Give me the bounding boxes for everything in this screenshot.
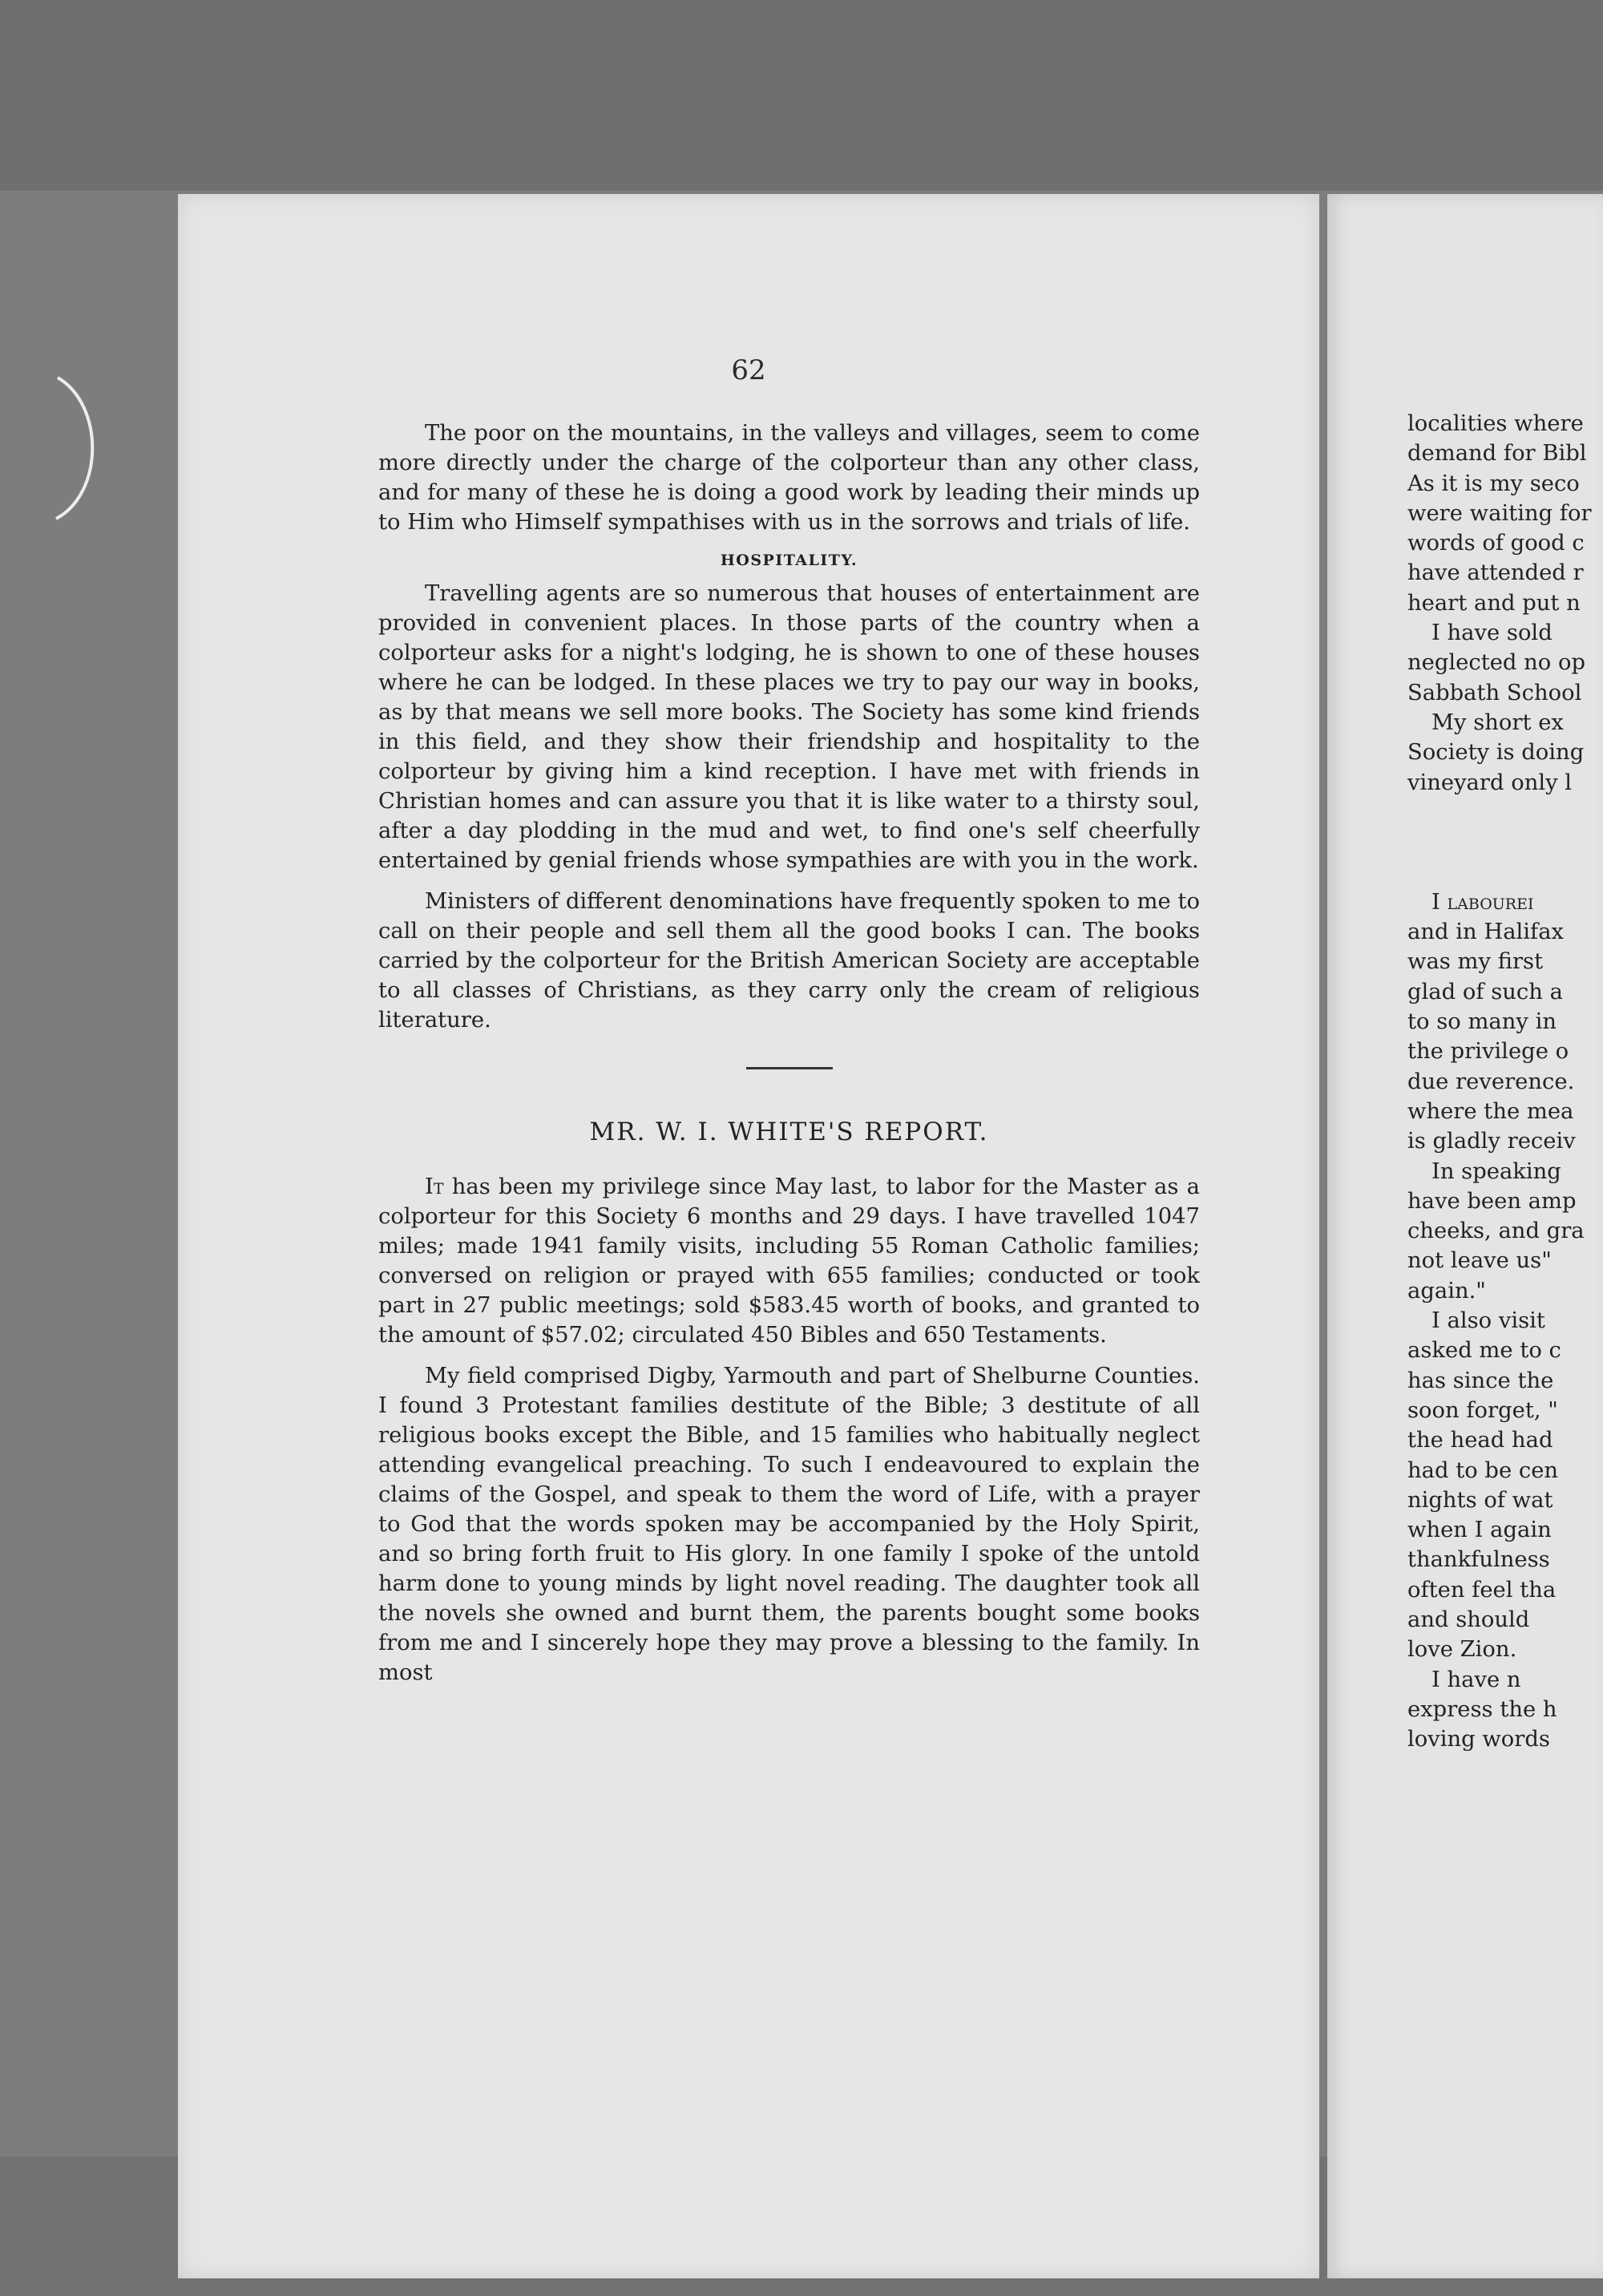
- text-line: demand for Bibl: [1407, 441, 1587, 467]
- text-line: [1407, 887, 1603, 917]
- text-line: heart and put n: [1407, 590, 1581, 616]
- text-line: I also visit: [1431, 1308, 1545, 1334]
- text-line: thankfulness: [1407, 1547, 1550, 1573]
- section-gap: [1407, 798, 1603, 887]
- text-line: express the h: [1407, 1696, 1557, 1722]
- margin-bracket-mark: [48, 373, 104, 525]
- page-number: 62: [731, 354, 766, 386]
- initial-i: I: [1431, 889, 1440, 915]
- text-line: where the mea: [1407, 1098, 1574, 1124]
- text-line: have been amp: [1407, 1188, 1577, 1214]
- left-page: [178, 194, 1319, 2278]
- paragraph-ministers: Ministers of different denominations have frequently spoken to me to call on their people and sell them all the good books I can. The books carried by the colporteur for the British American Society are acceptable to all classes of Christians, as they carry only the cream of religious literature.: [378, 889, 1200, 1033]
- paragraph-field: My field comprised Digby, Yarmouth and part of Shelburne Counties. I found 3 Protestant families destitute of the Bible; 3 destitute of all religious books except the Bible, and 15 families who habitually neglect attending evangelical preaching. To such I endeavoured to explain the claims of the Gospel, and speak to them the word of Life, with a prayer to God that the words spoken may be accompanied by the Holy Spirit, and so bring forth fruit to His glory. In one family I spoke of the untold harm done to young minds by light novel reading. The daughter took all the novels she owned and burnt them, the parents bought some books from me and I sincerely hope they may prove a blessing to the family. In most: [378, 1364, 1200, 1685]
- text-line: Sabbath School: [1407, 680, 1582, 705]
- text-line: soon forget, ": [1407, 1397, 1558, 1423]
- text-line: and in Halifax: [1407, 920, 1564, 945]
- right-block-b: [1407, 618, 1603, 708]
- right-block-a: [1407, 409, 1603, 618]
- scanner-background-top: [0, 0, 1603, 191]
- heading-hospitality: HOSPITALITY.: [720, 552, 858, 569]
- text-line: loving words: [1407, 1727, 1550, 1752]
- text-line: the head had: [1407, 1428, 1553, 1453]
- text-line: words of good c: [1407, 531, 1585, 556]
- text-line: asked me to c: [1407, 1338, 1561, 1364]
- text-line: neglected no op: [1407, 650, 1586, 676]
- text-line: the privilege o: [1407, 1039, 1569, 1065]
- right-block-c: [1407, 708, 1603, 798]
- text-line: love Zion.: [1407, 1637, 1517, 1663]
- paragraph-report-summary: [378, 1172, 1200, 1350]
- section-divider: [746, 1067, 833, 1069]
- right-block-d: [1407, 887, 1603, 1157]
- text-line: cheeks, and gra: [1407, 1219, 1585, 1244]
- text-line: had to be cen: [1407, 1457, 1559, 1483]
- text-line: again.": [1407, 1278, 1486, 1304]
- right-block-e: [1407, 1157, 1603, 1306]
- paragraph-mountains: The poor on the mountains, in the valleys and villages, seem to come more directly under the charge of the colporteur than any other class, and for many of these he is doing a good work by leading their minds up to Him who Himself sympathises with us in the sorrows and trials of life.: [378, 421, 1200, 535]
- text-line: not leave us": [1407, 1248, 1552, 1274]
- text-line: My short ex: [1431, 709, 1564, 735]
- text-line: nights of wat: [1407, 1487, 1553, 1513]
- text-line: and should: [1407, 1607, 1530, 1632]
- text-line: often feel tha: [1407, 1577, 1557, 1603]
- left-page-text: [378, 418, 1200, 1688]
- text-line: due reverence.: [1407, 1069, 1575, 1094]
- right-block-g: [1407, 1665, 1603, 1755]
- text-line: have attended r: [1407, 560, 1584, 586]
- text-line: glad of such a: [1407, 979, 1563, 1004]
- report-title: MR. W. I. WHITE'S REPORT.: [589, 1118, 989, 1146]
- text-line: were waiting for: [1407, 500, 1592, 526]
- text-line: As it is my seco: [1407, 471, 1580, 496]
- text-line: I have n: [1431, 1667, 1521, 1692]
- text-line: has since the: [1407, 1368, 1554, 1393]
- report-summary-text: has been my privilege since May last, to labor for the Master as a colporteur for this Society 6 months and 29 days. I have travelled 1047 miles; made 1941 family visits, including 55 Roman Catholic families; conversed on religion or prayed with 655 families; conducted or took part in 27 public meetings; sold $583.45 worth of books, and granted to the amount of $57.02; circulated 450 Bibles and 650 Testaments.: [378, 1174, 1200, 1348]
- right-block-f: [1407, 1306, 1603, 1665]
- text-line: localities where: [1407, 411, 1584, 436]
- text-line: Society is doing: [1407, 740, 1585, 766]
- right-page-text: [1407, 409, 1603, 1754]
- text-line: vineyard only l: [1407, 770, 1573, 795]
- text-line: was my first: [1407, 949, 1544, 975]
- text-line: is gladly receiv: [1407, 1129, 1576, 1154]
- right-page-fragment: [1327, 194, 1603, 2278]
- paragraph-travelling-agents: Travelling agents are so numerous that houses of entertainment are provided in convenient places. In those parts of the country when a colporteur asks for a night's lodging, he is shown to one of these houses where he can be lodged. In these places we try to pay our way in books, as by that means we sell more books. The Society has some kind friends in this field, and they show their friendship and hospitality to the colporteur by giving him a kind reception. I have met with friends in Christian homes and can assure you that it is like water to a thirsty soul, after a day plodding in the mud and wet, to find one's self cheerfully entertained by genial friends whose sympathies are with you in the work.: [378, 581, 1200, 873]
- text-line: to so many in: [1407, 1009, 1557, 1035]
- text-line: I have sold: [1431, 620, 1553, 646]
- drop-word: It: [425, 1174, 444, 1199]
- small-caps-word: labourei: [1447, 889, 1534, 915]
- text-line: In speaking: [1431, 1158, 1561, 1184]
- text-line: when I again: [1407, 1518, 1552, 1543]
